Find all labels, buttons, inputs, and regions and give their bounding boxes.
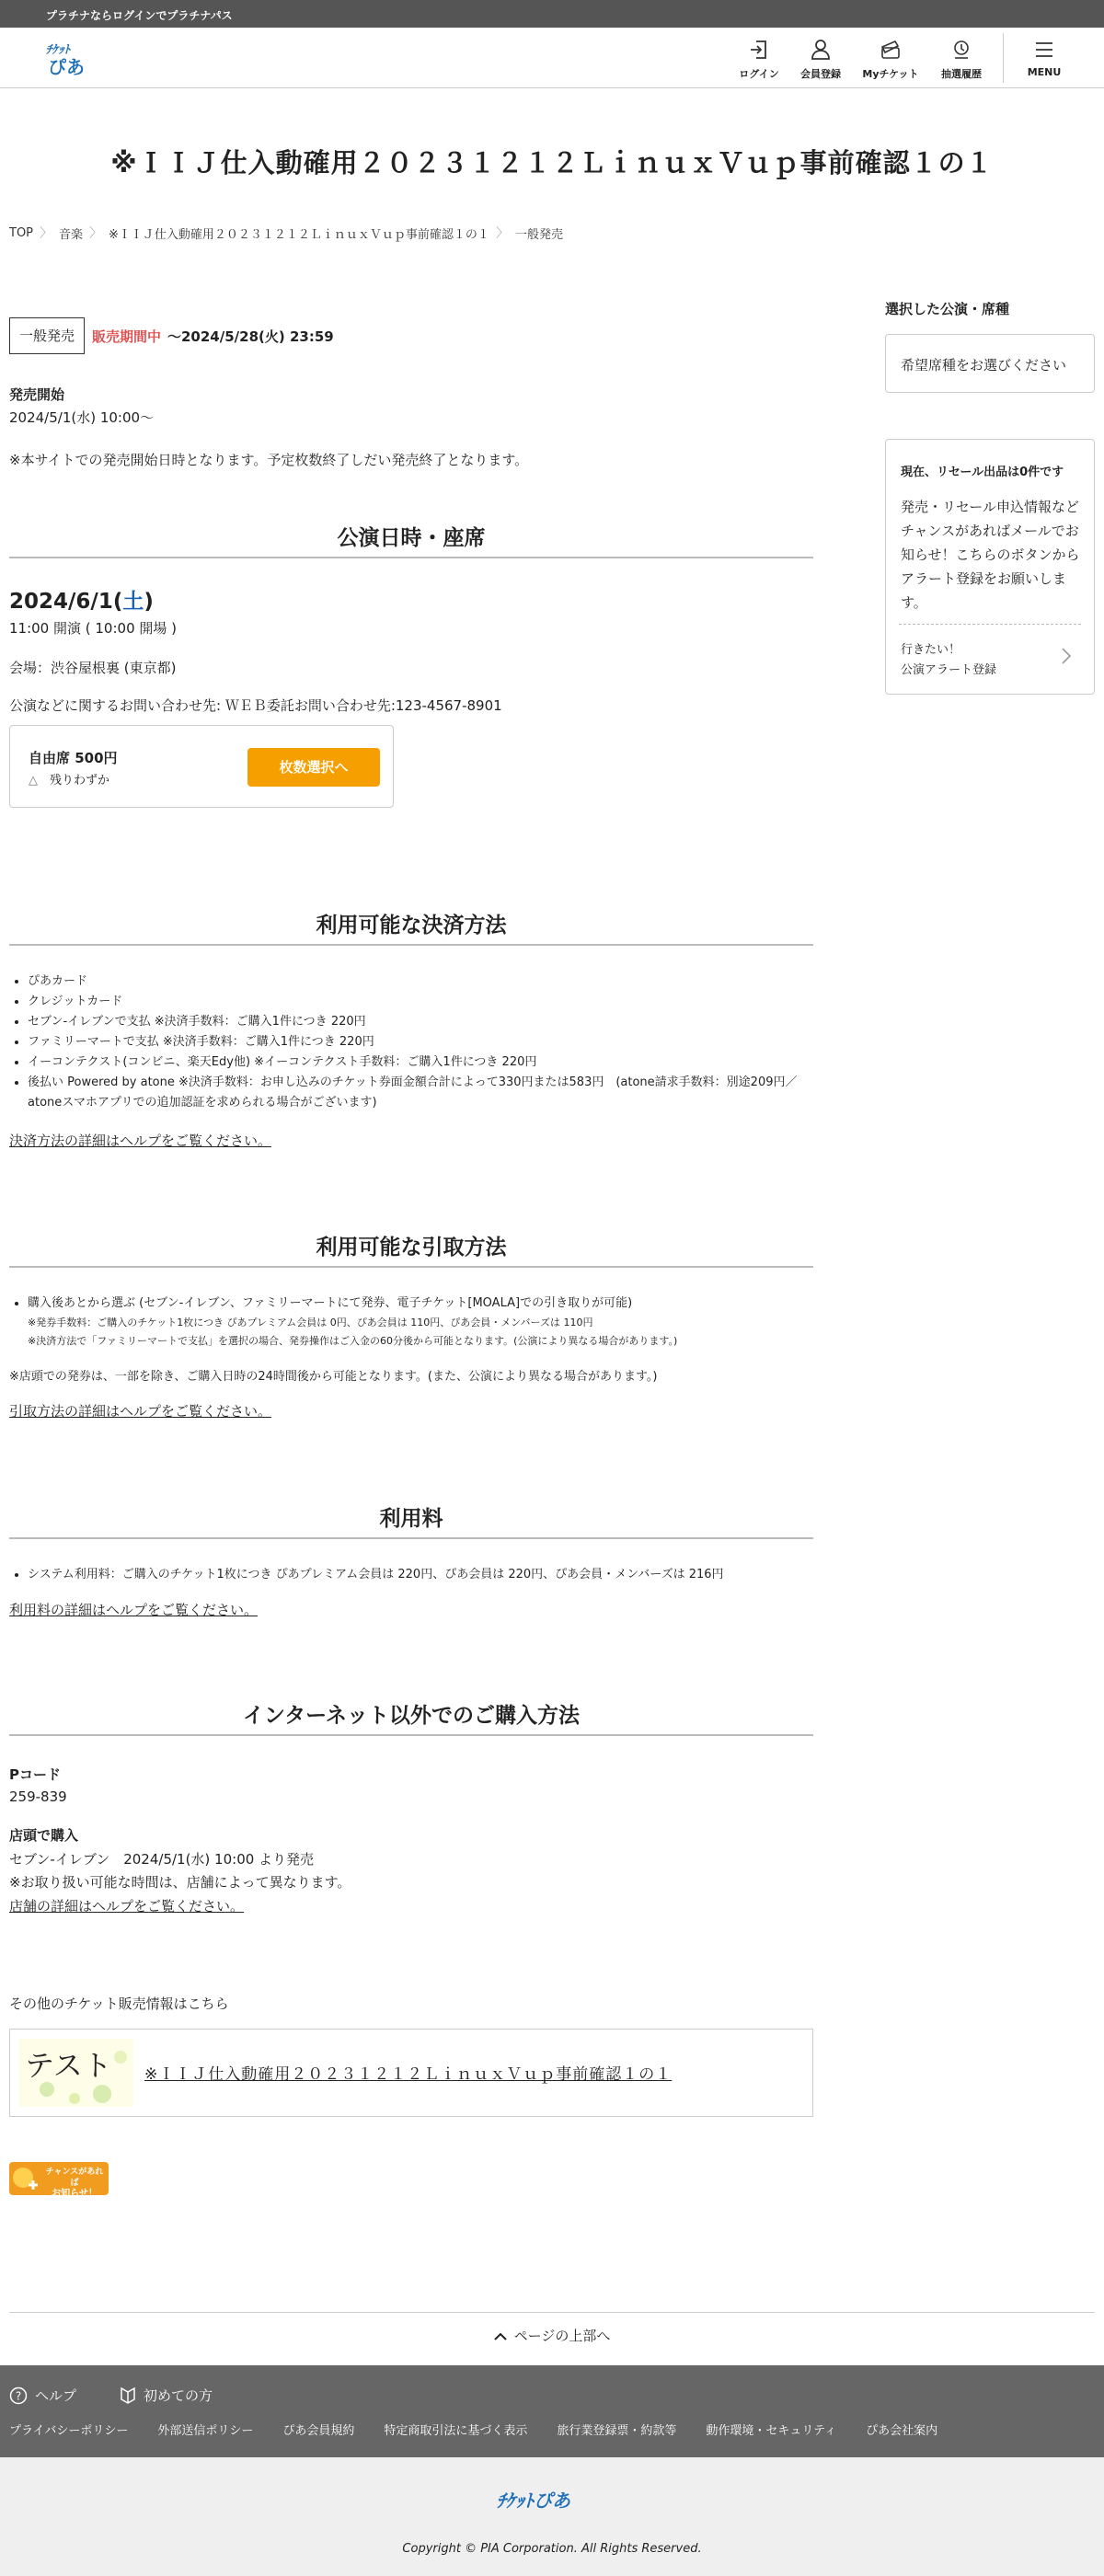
event-thumbnail xyxy=(19,2039,133,2107)
menu-icon xyxy=(1034,39,1054,61)
breadcrumb-music[interactable]: 音楽 xyxy=(59,227,84,242)
nav-divider xyxy=(1003,33,1004,83)
site-logo[interactable] xyxy=(44,39,92,77)
pickup-list xyxy=(9,1294,813,1351)
footer-link-company[interactable]: ぴあ会社案内 xyxy=(866,2424,938,2438)
list-item: • セブン-イレブンで支払 ※決済手数料：ご購入1件につき 220円 xyxy=(28,1012,813,1032)
resale-alert-card xyxy=(885,439,1095,695)
breadcrumb-event[interactable]: ※ＩＩＪ仕入動確用２０２３１２１２ＬｉｎｕｘＶｕｐ事前確認１の１ xyxy=(109,227,489,242)
footer-first-time-label: 初めての方 xyxy=(144,2387,213,2404)
performance-contact: 公演などに関するお問い合わせ先: ＷＥＢ委託お問い合わせ先:123-4567-8901 xyxy=(9,697,502,714)
footer-bottom xyxy=(0,2457,1104,2576)
store-note: ※お取り扱い可能な時間は、店舗によって異なります。 xyxy=(9,1874,351,1891)
ticket-icon xyxy=(880,39,902,61)
chance-alert-label xyxy=(44,2167,105,2200)
selected-seat-placeholder: 希望席種をお選びください xyxy=(901,357,1067,374)
chance-alert-line1: チャンスがあれば xyxy=(45,2168,104,2188)
fee-help-link[interactable]: 利用料の詳細はヘルプをご覧ください。 xyxy=(9,1602,259,1618)
seat-remaining-text: 残りわずか xyxy=(50,774,110,788)
lottery-icon xyxy=(950,39,972,61)
seat-card xyxy=(9,725,394,808)
footer-help-link[interactable] xyxy=(9,2386,76,2405)
chance-alert-button[interactable] xyxy=(9,2162,109,2199)
list-item: • イーコンテクスト(コンビニ、楽天Edy他) ※イーコンテクスト手数料：ご購入1件につき 220円 xyxy=(28,1052,813,1073)
copyright: Copyright © PIA Corporation. All Rights Reserved. xyxy=(402,2542,702,2556)
lightbulb-icon xyxy=(9,2164,40,2195)
list-item: • 後払い Powered by atone ※決済手数料：お申し込みのチケット券面金額合計によって330円または583円 (atone請求手数料：別途209円／atoneスマホアプリでの追加認証を求められる場合がございます) xyxy=(28,1073,813,1113)
seat-remaining xyxy=(29,770,109,788)
nav-login[interactable] xyxy=(727,37,791,83)
chevron-right-icon: 〉 xyxy=(89,226,103,241)
footer-link-travel[interactable]: 旅行業登録票・約款等 xyxy=(557,2424,677,2438)
pickup-help-link[interactable]: 引取方法の詳細はヘルプをご覧ください。 xyxy=(9,1403,272,1420)
fee-list xyxy=(9,1565,813,1585)
resale-heading: 現在、リセール出品は0件です xyxy=(901,466,1064,479)
triangle-icon: △ xyxy=(29,774,38,788)
footer-logo[interactable] xyxy=(493,2485,613,2520)
list-item: • 購入後あとから選ぶ (セブン-イレブン、ファミリーマートにて発券、電子チケット[MOALA]での引き取りが可能) xyxy=(28,1294,813,1314)
nav-menu[interactable] xyxy=(1012,37,1076,83)
sale-start-label: 発売開始 xyxy=(9,386,65,403)
performance-alert-link[interactable] xyxy=(901,640,996,681)
chevron-right-icon: 〉 xyxy=(40,226,53,241)
performance-time: 11:00 開演 ( 10:00 開場 ) xyxy=(9,620,177,637)
sale-type-badge: 一般発売 xyxy=(9,317,85,354)
nav-myticket-label: Myチケット xyxy=(862,68,919,80)
footer-first-time-link[interactable] xyxy=(120,2386,213,2405)
divider xyxy=(899,624,1081,625)
performance-venue: 会場：渋谷屋根裏 (東京都) xyxy=(9,660,177,676)
question-icon xyxy=(9,2386,28,2405)
back-to-top[interactable] xyxy=(9,2312,1095,2345)
breadcrumb xyxy=(9,224,563,242)
svg-text:ﾁｹｯﾄ: ﾁｹｯﾄ xyxy=(46,43,70,57)
footer-help-label: ヘルプ xyxy=(35,2387,77,2404)
page-title: ※ＩＩＪ仕入動確用２０２３１２１２ＬｉｎｕｘＶｕｐ事前確認１の１ xyxy=(110,147,994,178)
footer-link-privacy[interactable]: プライバシーポリシー xyxy=(9,2424,129,2438)
thumbnail-text: テスト xyxy=(25,2048,112,2083)
sale-status: 販売期間中 xyxy=(92,328,162,345)
select-quantity-button[interactable]: 枚数選択へ xyxy=(247,748,380,787)
footer-link-tokusho[interactable]: 特定商取引法に基づく表示 xyxy=(384,2424,528,2438)
list-item: • ぴあカード xyxy=(28,972,813,992)
nav-register-label: 会員登録 xyxy=(800,68,841,80)
other-ticket-link[interactable]: ※ＩＩＪ仕入動確用２０２３１２１２ＬｉｎｕｘＶｕｐ事前確認１の１ xyxy=(144,2065,673,2084)
payment-help-link[interactable]: 決済方法の詳細はヘルプをご覧ください。 xyxy=(9,1133,272,1149)
selected-performance-heading: 選択した公演・席種 xyxy=(885,301,1010,317)
pickup-store-note: ※店頭での発券は、一部を除き、ご購入日時の24時間後から可能となります。(また、公演により異なる場合があります。) xyxy=(9,1370,658,1384)
sale-period: 〜2024/5/28(火) 23:59 xyxy=(167,328,334,345)
footer-link-external[interactable]: 外部送信ポリシー xyxy=(157,2424,254,2438)
chevron-up-icon xyxy=(494,2331,507,2340)
footer-policy-links xyxy=(9,2421,937,2438)
site-header xyxy=(0,28,1104,88)
payment-list xyxy=(9,972,813,1113)
footer-link-terms[interactable]: ぴあ会員規約 xyxy=(282,2424,355,2438)
resale-link-line1: 行きたい！ xyxy=(901,643,961,657)
store-label: 店頭で購入 xyxy=(9,1827,79,1844)
breadcrumb-top[interactable]: TOP xyxy=(9,225,34,240)
performance-heading: 公演日時・座席 xyxy=(9,521,813,558)
nav-menu-label: MENU xyxy=(1027,66,1062,78)
chance-alert-line2: お知らせ！ xyxy=(52,2189,98,2199)
resale-link-line2: 公演アラート登録 xyxy=(901,663,997,677)
offline-heading: インターネット以外でのご購入方法 xyxy=(9,1698,813,1736)
store-help-link[interactable]: 店舗の詳細はヘルプをご覧ください。 xyxy=(9,1898,245,1915)
pickup-fee-note: ※発券手数料：ご購入のチケット1枚につき ぴあプレミアム会員は 0円、ぴあ会員は 110円、ぴあ会員・メンバーズは 110円 xyxy=(28,1317,593,1328)
sale-note: ※本サイトでの発売開始日時となります。予定枚数終了しだい発売終了となります。 xyxy=(9,452,529,468)
list-item: • ファミリーマートで支払 ※決済手数料：ご購入1件につき 220円 xyxy=(28,1032,813,1052)
sale-start-value: 2024/5/1(水) 10:00〜 xyxy=(9,409,155,426)
list-item: • システム利用料：ご購入のチケット1枚につき ぴあプレミアム会員は 220円、ぴあ会員は 220円、ぴあ会員・メンバーズは 216円 xyxy=(28,1565,813,1585)
seat-name: 自由席 500円 xyxy=(29,750,118,766)
platinum-pass-banner[interactable]: プラチナならログインでプラチナパス xyxy=(0,0,1104,28)
beginner-mark-icon xyxy=(120,2386,136,2405)
payment-heading: 利用可能な決済方法 xyxy=(9,908,813,946)
list-item: • クレジットカード xyxy=(28,992,813,1012)
store-line: セブン-イレブン 2024/5/1(水) 10:00 より発売 xyxy=(9,1851,315,1868)
performance-day-of-week: 土 xyxy=(122,590,144,614)
back-to-top-label: ページの上部へ xyxy=(513,2328,611,2344)
svg-text:ﾁｹｯﾄぴあ: ﾁｹｯﾄぴあ xyxy=(497,2490,570,2512)
svg-text:ぴあ: ぴあ xyxy=(48,56,85,77)
other-tickets-intro: その他のチケット販売情報はこちら xyxy=(9,1995,229,2012)
nav-register[interactable] xyxy=(788,37,853,83)
nav-lottery-history[interactable] xyxy=(929,37,994,83)
svg-text:?: ? xyxy=(15,2389,22,2402)
chevron-right-icon: 〉 xyxy=(495,226,509,241)
chevron-right-icon xyxy=(1061,647,1072,665)
login-icon xyxy=(749,39,769,61)
performance-date xyxy=(9,584,154,615)
user-icon xyxy=(811,39,831,61)
nav-login-label: ログイン xyxy=(739,68,779,80)
nav-lottery-label: 抽選履歴 xyxy=(941,68,982,80)
footer-links-area xyxy=(0,2365,1104,2457)
nav-myticket[interactable] xyxy=(858,37,923,83)
pickup-famima-note: ※決済方法で「ファミリーマートで支払」を選択の場合、発券操作はご入金の60分後から可能となります。(公演により異なる場合があります。) xyxy=(28,1335,678,1347)
pcode-value: 259-839 xyxy=(9,1788,67,1805)
performance-date-close: ) xyxy=(144,590,154,614)
pickup-heading: 利用可能な引取方法 xyxy=(9,1230,813,1268)
fee-heading: 利用料 xyxy=(9,1501,813,1539)
resale-description: 発売・リセール申込情報などチャンスがあればメールでお知らせ！こちらのボタンからアラート登録をお願いします。 xyxy=(901,499,1080,611)
pcode-label: Pコード xyxy=(9,1766,61,1783)
selected-seat-box xyxy=(885,334,1095,393)
footer-link-environment[interactable]: 動作環境・セキュリティ xyxy=(706,2424,837,2438)
breadcrumb-current: 一般発売 xyxy=(514,227,563,242)
other-ticket-card[interactable] xyxy=(9,2029,813,2117)
performance-date-text: 2024/6/1( xyxy=(9,590,123,614)
